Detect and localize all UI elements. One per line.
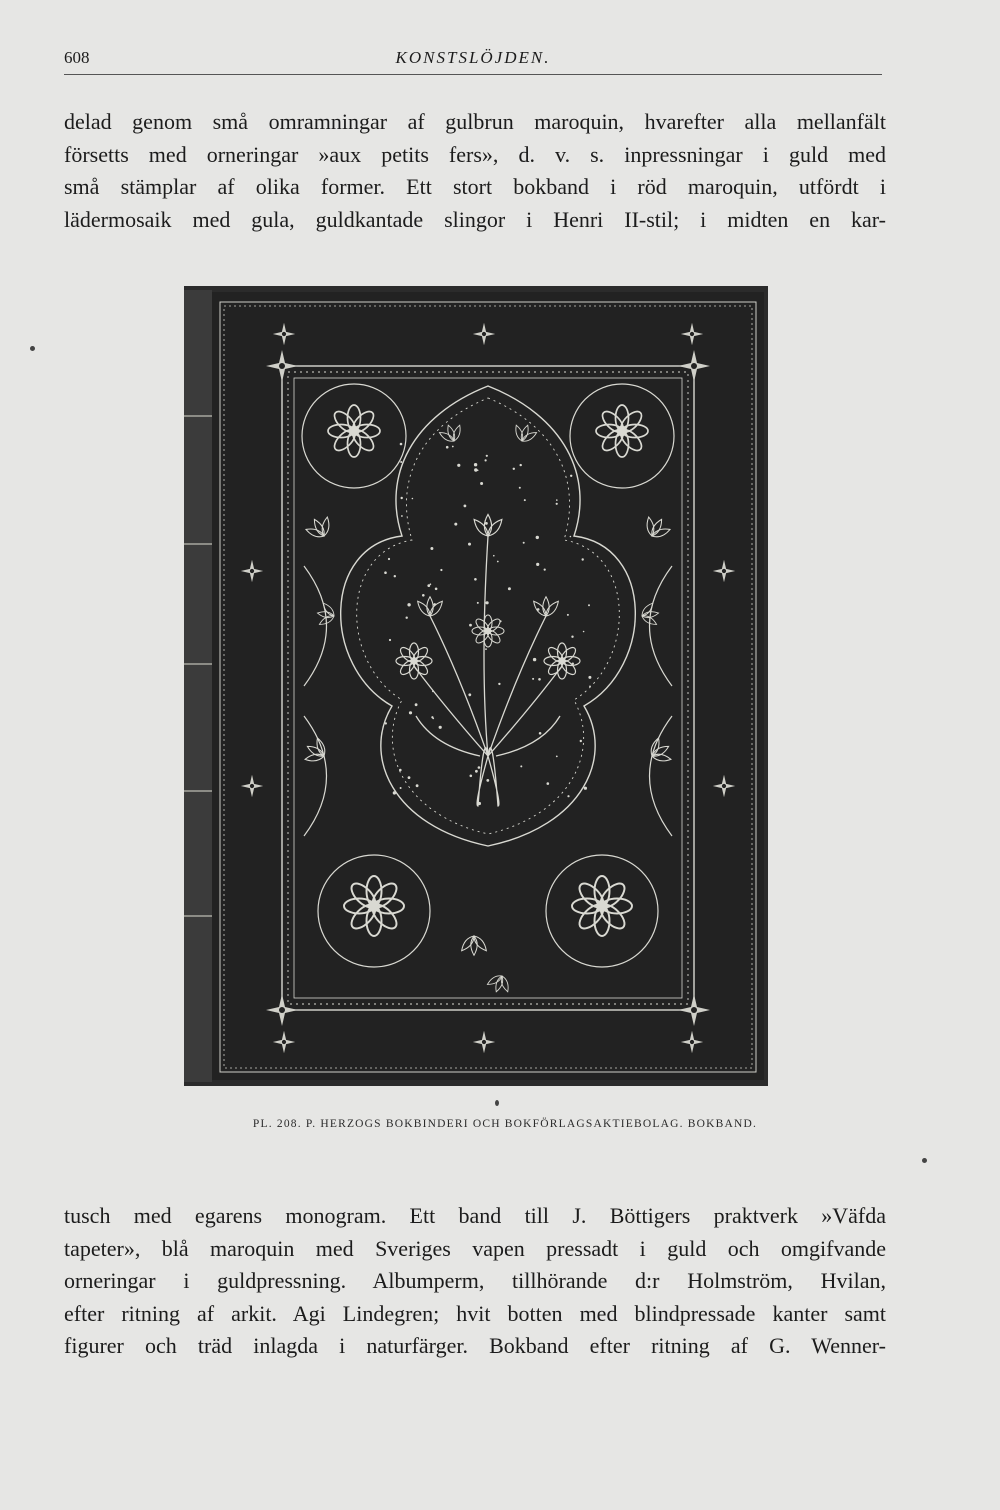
gilt-dot bbox=[406, 617, 408, 619]
gilt-dot bbox=[389, 639, 391, 641]
gilt-dot bbox=[544, 569, 546, 571]
gilt-dot bbox=[539, 732, 542, 735]
text-line: figurer och träd inlagda i naturfärger. Bokband efter ritning af G. Wenner- bbox=[64, 1333, 886, 1358]
gilt-dot bbox=[464, 505, 467, 508]
gilt-dot bbox=[523, 542, 525, 544]
text-line: försetts med orneringar »aux petits fers», d. v. s. inpressningar i guld med bbox=[64, 141, 886, 167]
book-cover-image bbox=[184, 286, 768, 1086]
gilt-dot bbox=[486, 601, 489, 604]
gilt-dot bbox=[570, 475, 572, 477]
text-line: tusch med egarens monogram. Ett band till J. Böttigers praktverk »Väfda bbox=[64, 1203, 886, 1228]
gilt-dot bbox=[485, 459, 487, 461]
gilt-dot bbox=[571, 636, 573, 638]
gilt-dot bbox=[433, 603, 436, 606]
gilt-dot bbox=[485, 648, 487, 650]
gilt-dot bbox=[480, 482, 483, 485]
gilt-dot bbox=[415, 703, 418, 706]
gilt-dot bbox=[468, 543, 471, 546]
gilt-dot bbox=[572, 663, 574, 665]
gilt-dot bbox=[407, 603, 410, 606]
gilt-dot bbox=[440, 569, 442, 571]
gilt-dot bbox=[430, 583, 432, 585]
gilt-dot bbox=[478, 766, 481, 769]
gilt-dot bbox=[408, 776, 411, 779]
gilt-dot bbox=[547, 782, 550, 785]
gilt-dot bbox=[457, 464, 460, 467]
spine bbox=[184, 290, 212, 1082]
gilt-dot bbox=[385, 722, 387, 724]
gilt-dot bbox=[524, 499, 526, 501]
gilt-dot bbox=[485, 522, 488, 525]
gilt-dot bbox=[497, 561, 499, 563]
text-line: efter ritning af arkit. Agi Lindegren; hvit botten med blindpressade kanter samt bbox=[64, 1300, 886, 1326]
gilt-dot bbox=[582, 558, 584, 560]
gilt-dot bbox=[498, 683, 500, 685]
gilt-dot bbox=[409, 711, 412, 714]
gilt-dot bbox=[469, 624, 472, 627]
page-header bbox=[64, 46, 882, 75]
front-board bbox=[212, 292, 764, 1080]
gilt-dot bbox=[536, 536, 539, 539]
gilt-dot bbox=[520, 765, 522, 767]
text-line: delad genom små omramningar af gulbrun maroquin, hvarefter alla mellanfält bbox=[64, 109, 886, 134]
gilt-dot bbox=[384, 571, 387, 574]
gilt-dot bbox=[430, 547, 433, 550]
gilt-dot bbox=[474, 468, 477, 471]
book-cover-plate bbox=[184, 286, 768, 1086]
gilt-dot bbox=[400, 787, 402, 789]
gilt-dot bbox=[584, 787, 587, 790]
gilt-dot bbox=[519, 487, 521, 489]
gilt-dot bbox=[583, 631, 585, 633]
gilt-dot bbox=[412, 498, 414, 500]
gilt-dot bbox=[589, 686, 591, 688]
paper-speck bbox=[495, 1100, 499, 1106]
gilt-dot bbox=[486, 779, 489, 782]
text-line: tapeter», blå maroquin med Sveriges vapen pressadt i guld och omgifvande bbox=[64, 1235, 886, 1261]
text-line: orneringar i guldpressning. Albumperm, tillhörande d:r Holmström, Hvilan, bbox=[64, 1268, 886, 1293]
gilt-dot bbox=[468, 693, 471, 696]
plate-caption: PL. 208. P. HERZOGS BOKBINDERI OCH BOKFÖRLAGSAKTIEBOLAG. BOKBAND. bbox=[252, 1118, 758, 1130]
gilt-dot bbox=[475, 770, 478, 773]
gilt-dot bbox=[474, 463, 477, 466]
paper-speck bbox=[922, 1158, 927, 1163]
gilt-dot bbox=[567, 614, 569, 616]
gilt-dot bbox=[493, 555, 495, 557]
gilt-dot bbox=[474, 578, 477, 581]
gilt-dot bbox=[432, 690, 434, 692]
gilt-dot bbox=[500, 620, 502, 622]
gilt-dot bbox=[446, 446, 449, 449]
paper-speck bbox=[30, 346, 35, 351]
gilt-dot bbox=[401, 515, 403, 517]
gilt-dot bbox=[513, 468, 515, 470]
gilt-dot bbox=[394, 575, 396, 577]
page-number: 608 bbox=[64, 48, 90, 67]
gilt-dot bbox=[431, 716, 433, 718]
gilt-dot bbox=[388, 558, 390, 560]
gilt-dot bbox=[508, 587, 511, 590]
gilt-dot bbox=[588, 604, 590, 606]
gilt-dot bbox=[400, 461, 402, 463]
gilt-dot bbox=[416, 784, 419, 787]
gilt-dot bbox=[486, 455, 488, 457]
text-line: lädermosaik med gula, guldkantade slingor i Henri II-stil; i midten en kar- bbox=[64, 206, 886, 232]
gilt-dot bbox=[520, 464, 522, 466]
gilt-dot bbox=[570, 536, 572, 538]
gilt-dot bbox=[477, 602, 479, 604]
gilt-dot bbox=[393, 791, 396, 794]
gilt-dot bbox=[401, 497, 403, 499]
gilt-dot bbox=[538, 678, 541, 681]
top-paragraph bbox=[64, 106, 886, 236]
gilt-dot bbox=[452, 446, 454, 448]
gilt-dot bbox=[454, 523, 457, 526]
gilt-dot bbox=[533, 658, 536, 661]
gilt-dot bbox=[537, 608, 540, 611]
gilt-dot bbox=[580, 740, 582, 742]
gilt-dot bbox=[400, 443, 403, 446]
gilt-dot bbox=[439, 726, 442, 729]
gilt-dot bbox=[435, 588, 438, 591]
bottom-paragraph bbox=[64, 1200, 886, 1363]
running-title: KONSTSLÖJDEN. bbox=[395, 48, 551, 67]
text-line: små stämplar af olika former. Ett stort bokband i röd maroquin, utfördt i bbox=[64, 174, 886, 199]
gilt-dot bbox=[556, 499, 558, 501]
gilt-dot bbox=[399, 769, 402, 772]
gilt-dot bbox=[556, 756, 558, 758]
gilt-dot bbox=[470, 775, 473, 778]
gilt-dot bbox=[478, 802, 481, 805]
gilt-dot bbox=[588, 676, 591, 679]
gilt-dot bbox=[422, 594, 425, 597]
gilt-dot bbox=[567, 795, 569, 797]
gilt-dot bbox=[556, 503, 558, 505]
gilt-dot bbox=[536, 563, 539, 566]
gilt-dot bbox=[532, 678, 534, 680]
